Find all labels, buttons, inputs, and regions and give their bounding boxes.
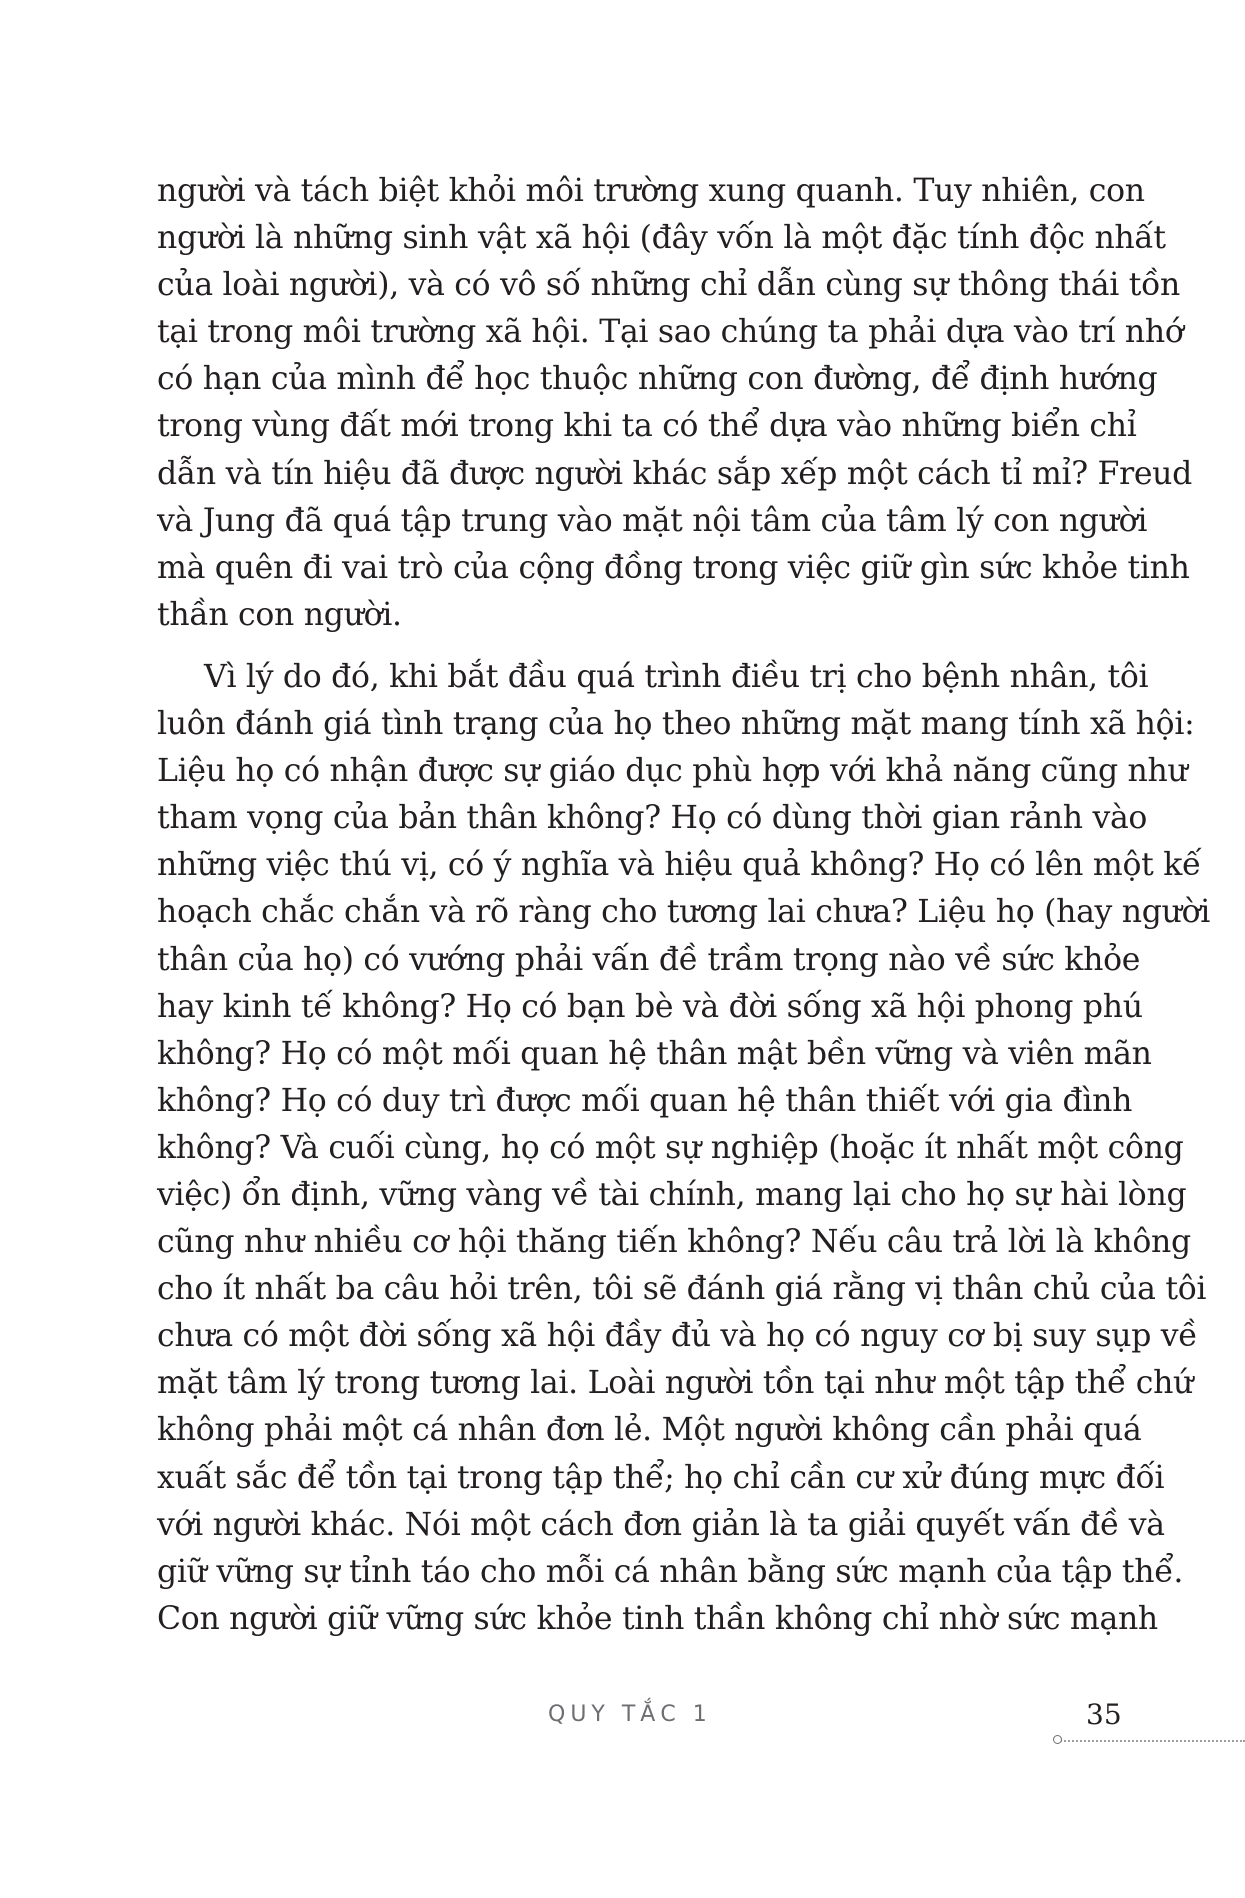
circle-ornament-icon bbox=[1053, 1735, 1062, 1744]
text-line: không? Họ có duy trì được mối quan hệ thân thiết với gia đình bbox=[157, 1082, 1133, 1119]
page-number: 35 bbox=[1086, 1698, 1122, 1731]
text-line: thân của họ) có vướng phải vấn đề trầm trọng nào về sức khỏe bbox=[157, 941, 1141, 978]
text-line: người và tách biệt khỏi môi trường xung quanh. Tuy nhiên, con bbox=[157, 173, 1145, 209]
text-line: tại trong môi trường xã hội. Tại sao chúng ta phải dựa vào trí nhớ bbox=[157, 314, 1184, 351]
page-body-text bbox=[157, 168, 1211, 1643]
paragraph-spacer bbox=[157, 639, 1063, 654]
text-line: luôn đánh giá tình trạng của họ theo những mặt mang tính xã hội: bbox=[157, 706, 1195, 743]
text-line: mặt tâm lý trong tương lai. Loài người tồn tại như một tập thể chứ bbox=[157, 1365, 1194, 1402]
paragraph-2 bbox=[157, 654, 1211, 1643]
text-line: cho ít nhất ba câu hỏi trên, tôi sẽ đánh giá rằng vị thân chủ của tôi bbox=[157, 1271, 1207, 1308]
text-line: cũng như nhiều cơ hội thăng tiến không? Nếu câu trả lời là không bbox=[157, 1224, 1191, 1261]
text-line: những việc thú vị, có ý nghĩa và hiệu quả không? Họ có lên một kế bbox=[157, 847, 1202, 884]
text-line: với người khác. Nói một cách đơn giản là ta giải quyết vấn đề và bbox=[157, 1506, 1165, 1543]
text-line: giữ vững sự tỉnh táo cho mỗi cá nhân bằng sức mạnh của tập thể. bbox=[157, 1553, 1184, 1590]
text-line: trong vùng đất mới trong khi ta có thể dựa vào những biển chỉ bbox=[157, 408, 1137, 445]
text-line: không? Và cuối cùng, họ có một sự nghiệp (hoặc ít nhất một công bbox=[157, 1129, 1184, 1166]
text-line: Liệu họ có nhận được sự giáo dục phù hợp với khả năng cũng như bbox=[157, 753, 1188, 790]
text-line: không phải một cá nhân đơn lẻ. Một người không cần phải quá bbox=[157, 1412, 1142, 1449]
page-footer bbox=[0, 1698, 1245, 1758]
text-line: xuất sắc để tồn tại trong tập thể; họ chỉ cần cư xử đúng mực đối bbox=[157, 1459, 1165, 1496]
text-line: Con người giữ vững sức khỏe tinh thần không chỉ nhờ sức mạnh bbox=[157, 1600, 1158, 1637]
text-line: chưa có một đời sống xã hội đầy đủ và họ có nguy cơ bị suy sụp về bbox=[157, 1318, 1198, 1355]
text-line: và Jung đã quá tập trung vào mặt nội tâm của tâm lý con người bbox=[157, 502, 1148, 539]
text-line: hoạch chắc chắn và rõ ràng cho tương lai chưa? Liệu họ (hay người bbox=[157, 894, 1211, 931]
text-line: của loài người), và có vô số những chỉ dẫn cùng sự thông thái tồn bbox=[157, 267, 1181, 304]
text-line: tham vọng của bản thân không? Họ có dùng thời gian rảnh vào bbox=[157, 800, 1148, 837]
text-line: người là những sinh vật xã hội (đây vốn là một đặc tính độc nhất bbox=[157, 220, 1166, 257]
text-line: việc) ổn định, vững vàng về tài chính, mang lại cho họ sự hài lòng bbox=[157, 1176, 1187, 1213]
text-line: dẫn và tín hiệu đã được người khác sắp xếp một cách tỉ mỉ? Freud bbox=[157, 455, 1193, 492]
text-line: Vì lý do đó, khi bắt đầu quá trình điều trị cho bệnh nhân, tôi bbox=[204, 658, 1149, 695]
paragraph-1 bbox=[157, 168, 1193, 639]
text-line: mà quên đi vai trò của cộng đồng trong việc giữ gìn sức khỏe tinh bbox=[157, 549, 1190, 586]
text-line: không? Họ có một mối quan hệ thân mật bền vững và viên mãn bbox=[157, 1035, 1152, 1072]
running-title: QUY TẮC 1 bbox=[548, 1702, 712, 1727]
text-line: thần con người. bbox=[157, 596, 402, 633]
text-line: có hạn của mình để học thuộc những con đường, để định hướng bbox=[157, 361, 1158, 398]
dotted-rule bbox=[1057, 1740, 1245, 1742]
text-line: hay kinh tế không? Họ có bạn bè và đời sống xã hội phong phú bbox=[157, 988, 1143, 1025]
